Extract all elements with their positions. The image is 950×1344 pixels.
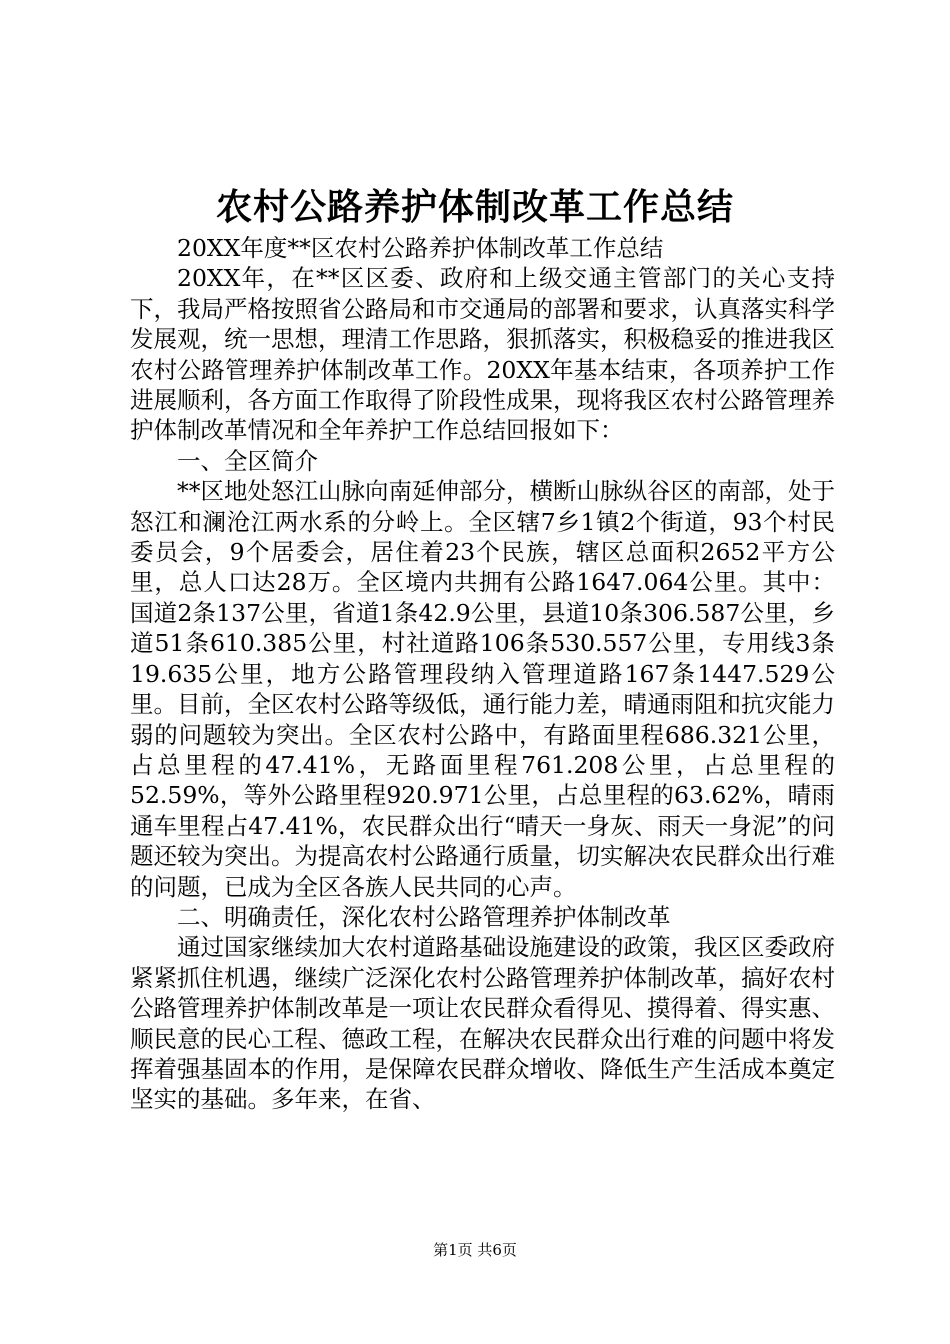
paragraph-subtitle: 20XX年度**区农村公路养护体制改革工作总结 [177,234,664,262]
section-heading-1: 一、全区简介 [177,446,318,475]
paragraph-reform: 通过国家继续加大农村道路基础设施建设的政策，我区区委政府紧紧抓住机遇，继续广泛深化农村公路管理养护体制改革，搞好农村公路管理养护体制改革是一项让农民群众看得见、摸得着、得实惠、顺民意的民心工程、德政工程，在解决农民群众出行难的问题中将发挥着强基固本的作用，是保障农民群众增收、降低生产生活成本奠定坚实的基础。多年来，在省、 [130,933,835,1114]
paragraph-district-overview: **区地处怒江山脉向南延伸部分，横断山脉纵谷区的南部，处于怒江和澜沧江两水系的分岭上。全区辖7乡1镇2个街道，93个村民委员会，9个居委会，居住着23个民族，辖区总面积2652平方公里，总人口达28万。全区境内共拥有公路1647.064公里。其中：国道2条137公里，省道1条42.9公里，县道10条306.587公里，乡道51条610.385公里，村社道路106条530.557公里，专用线3条19.635公里，地方公路管理段纳入管理道路167条1447.529公里。目前，全区农村公路等级低，通行能力差，晴通雨阻和抗灾能力弱的问题较为突出。全区农村公路中，有路面里程686.321公里，占总里程的47.41%，无路面里程761.208公里，占总里程的52.59%，等外公路里程920.971公里，占总里程的63.62%，晴雨通车里程占47.41%，农民群众出行“晴天一身灰、雨天一身泥”的问题还较为突出。为提高农村公路通行质量，切实解决农民群众出行难的问题，已成为全区各族人民共同的心声。 [130,477,835,901]
page-number-footer: 第1页 共6页 [433,1241,517,1259]
document-body [130,233,835,1115]
document-title: 农村公路养护体制改革工作总结 [215,187,734,228]
section-heading-2: 二、明确责任，深化农村公路管理养护体制改革 [177,902,671,931]
paragraph-intro: 20XX年，在**区区委、政府和上级交通主管部门的关心支持下，我局严格按照省公路局和市交通局的部署和要求，认真落实科学发展观，统一思想，理清工作思路，狠抓落实，积极稳妥的推进我区农村公路管理养护体制改革工作。20XX年基本结束，各项养护工作进展顺利，各方面工作取得了阶段性成果，现将我区农村公路管理养护体制改革情况和全年养护工作总结回报如下： [130,264,835,445]
